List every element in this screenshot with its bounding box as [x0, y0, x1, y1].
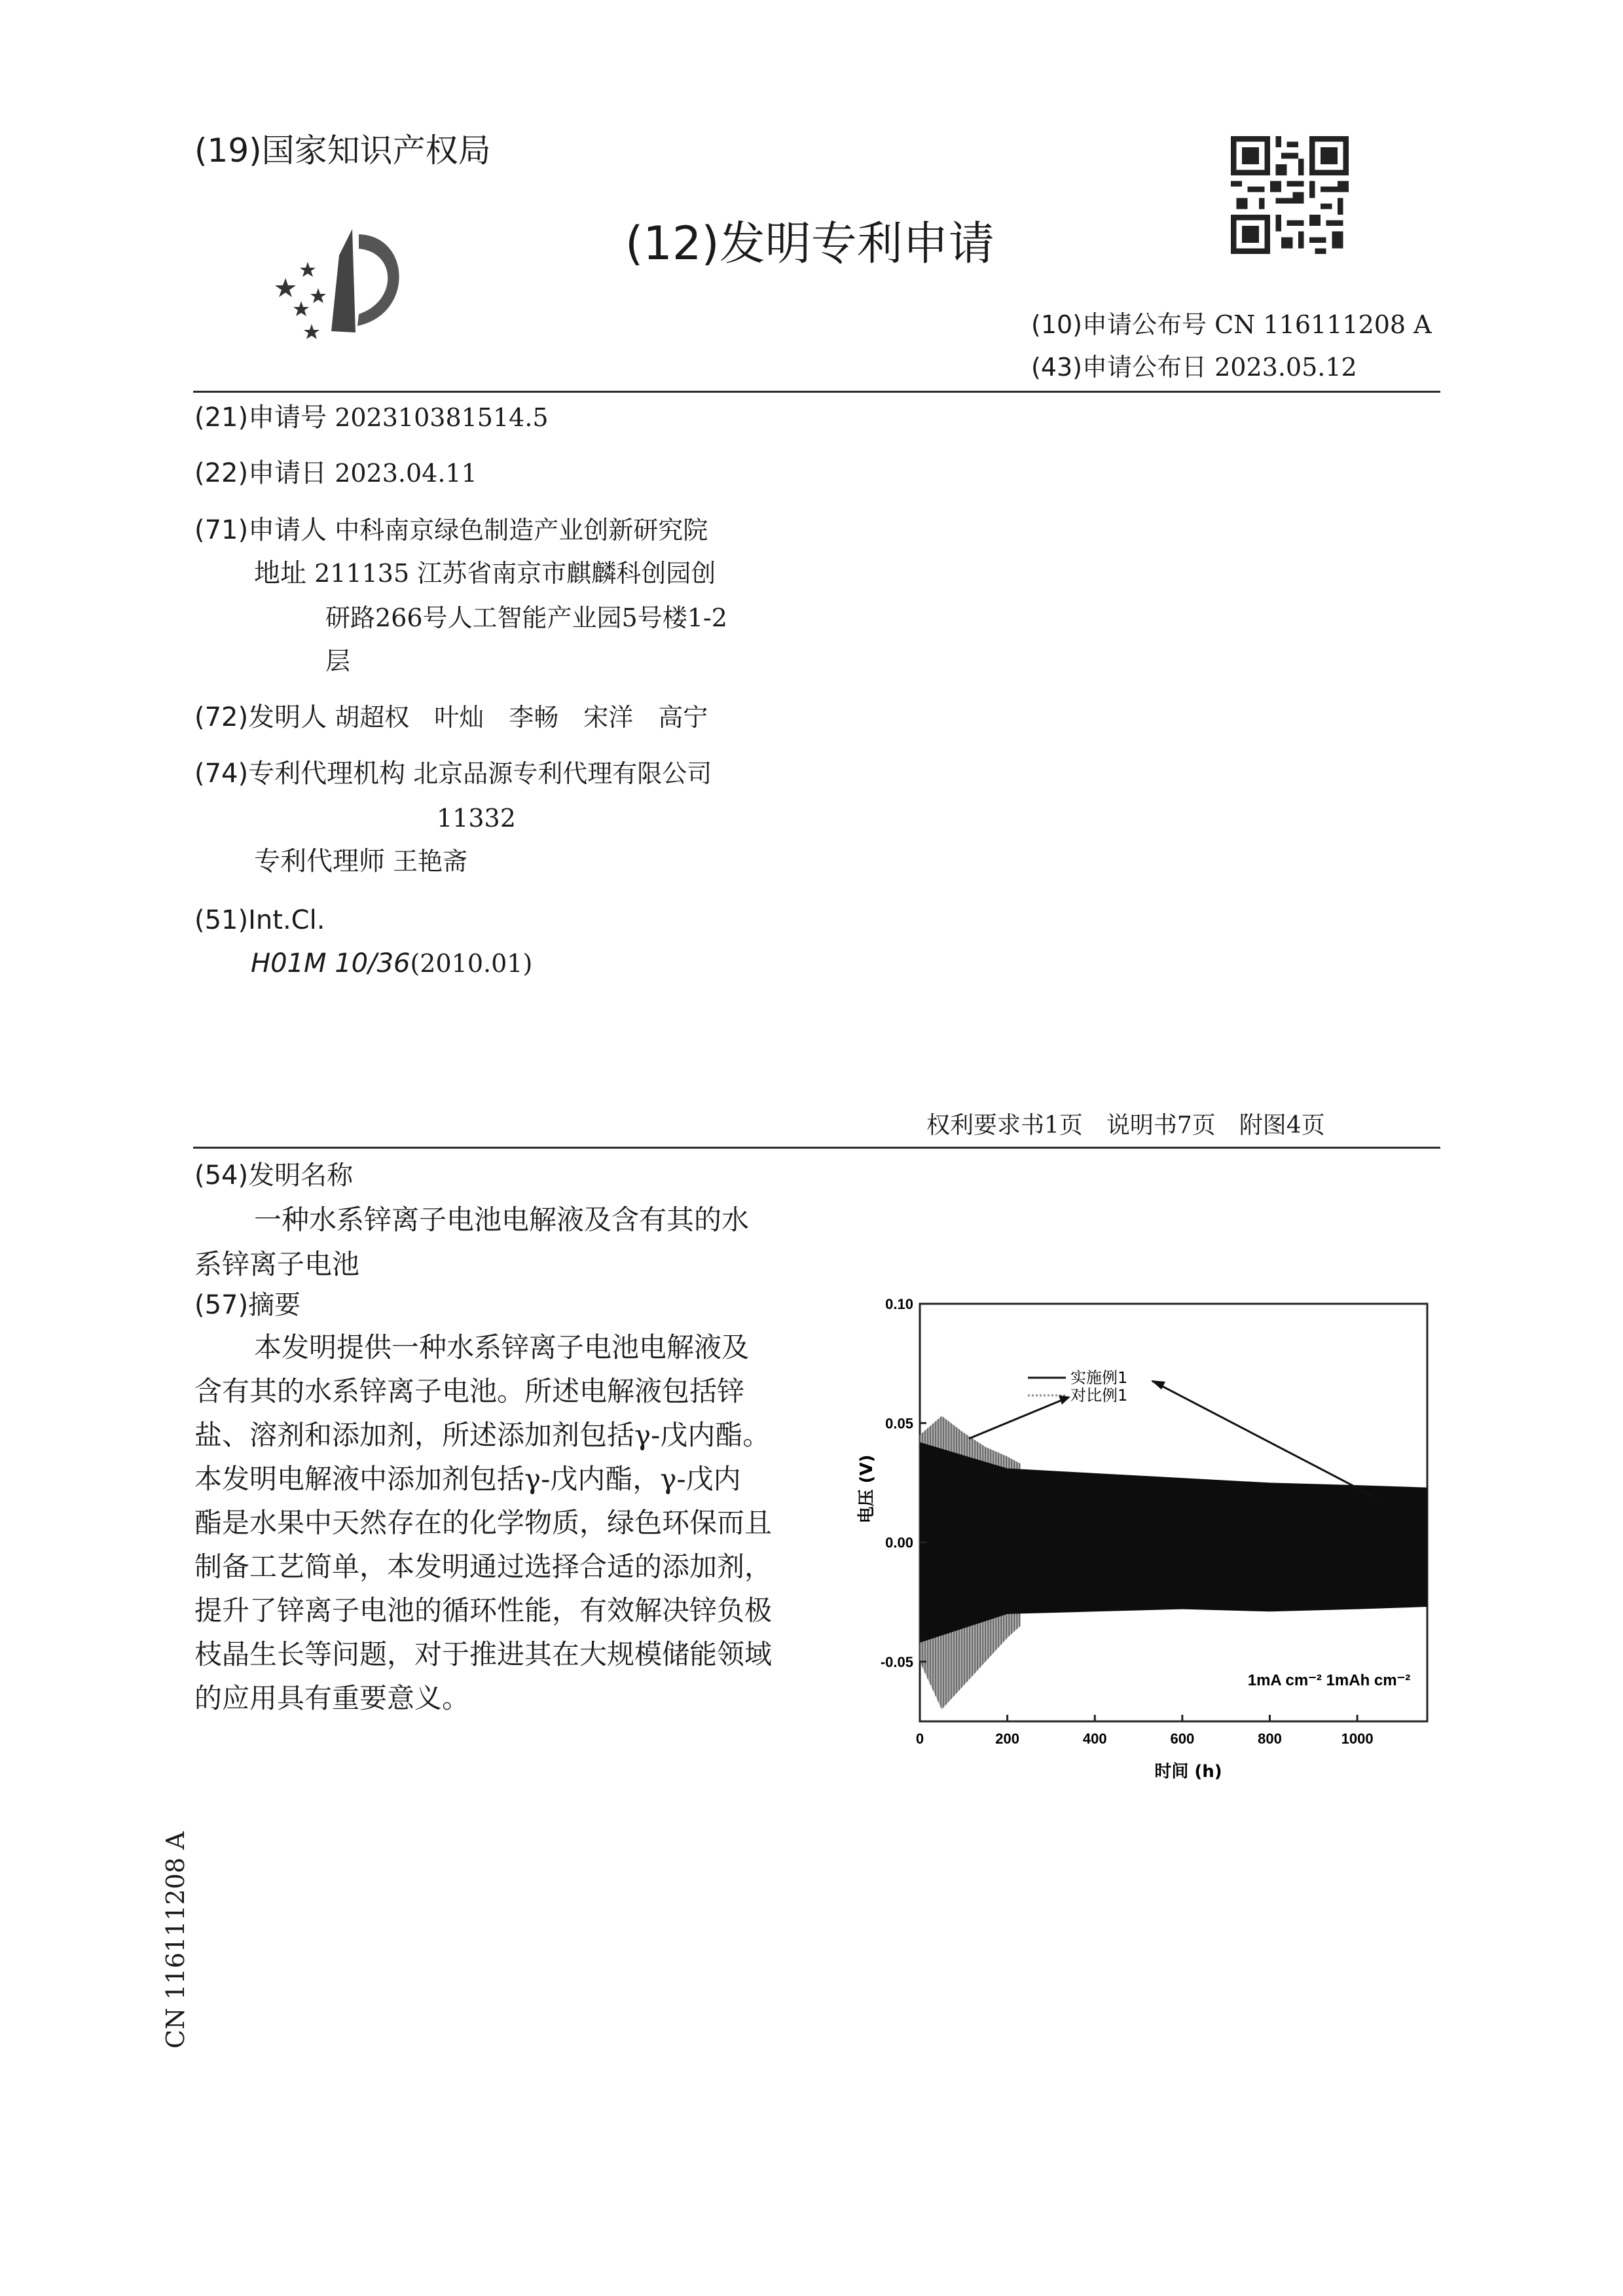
abstract-body — [194, 1325, 784, 1720]
abstract-line: 提升了锌离子电池的循环性能，有效解决锌负极 — [194, 1594, 773, 1626]
abstract-line: 枝晶生长等问题，对于推进其在大规模储能领域 — [194, 1638, 773, 1670]
y-tick-label: 0.05 — [885, 1415, 913, 1432]
abstract-line: 本发明提供一种水系锌离子电池电解液及 — [254, 1331, 750, 1363]
address-line-1: 211135 江苏省南京市麒麟科创园创 — [314, 559, 716, 588]
side-publication-number: CN 116111208 A — [161, 1831, 190, 2049]
y-axis-label: 电压 (V) — [857, 1454, 877, 1524]
abstract-line: 盐、溶剂和添加剂，所述添加剂包括γ-戊内酯。 — [194, 1419, 771, 1451]
agency-code: 11332 — [437, 804, 516, 833]
pub-number-label: (10)申请公布号 — [1031, 310, 1207, 339]
cnipa-logo — [267, 216, 424, 347]
x-tick-label: 600 — [1170, 1731, 1195, 1747]
abstract-figure — [838, 1289, 1440, 1787]
office-name: (19)国家知识产权局 — [194, 132, 491, 170]
applicant: 中科南京绿色制造产业创新研究院 — [335, 516, 708, 545]
app-date-label: (22)申请日 — [194, 458, 327, 488]
x-tick-label: 800 — [1258, 1731, 1282, 1747]
y-tick-label: 0.10 — [885, 1296, 913, 1312]
y-tick-label: 0.00 — [885, 1534, 913, 1551]
invention-title-line-1: 一种水系锌离子电池电解液及含有其的水 — [254, 1204, 750, 1236]
inventors-label: (72)发明人 — [194, 702, 327, 732]
pub-date-label: (43)申请公布日 — [1031, 353, 1207, 382]
header-divider — [193, 391, 1440, 393]
page-counts: 权利要求书1页 说明书7页 附图4页 — [926, 1112, 1325, 1139]
agent: 王艳斋 — [393, 847, 468, 876]
intcl-version: (2010.01) — [410, 949, 533, 978]
pub-date: 2023.05.12 — [1214, 353, 1357, 382]
legend-label-series-2: 对比例1 — [1070, 1386, 1128, 1405]
x-tick-label: 200 — [995, 1731, 1019, 1747]
intcl-label: (51)Int.Cl. — [194, 905, 325, 935]
condition-annotation: 1mA cm⁻² 1mAh cm⁻² — [1247, 1672, 1411, 1689]
abstract-line: 酯是水果中天然存在的化学物质，绿色环保而且 — [194, 1507, 773, 1539]
abstract-line: 含有其的水系锌离子电池。所述电解液包括锌 — [194, 1375, 745, 1407]
abstract-line: 本发明电解液中添加剂包括γ-戊内酯，γ-戊内 — [194, 1463, 741, 1495]
agency-label: (74)专利代理机构 — [194, 759, 406, 789]
applicant-label: (71)申请人 — [194, 515, 327, 545]
pub-number: CN 116111208 A — [1214, 310, 1432, 339]
x-tick-label: 0 — [915, 1731, 924, 1747]
agency: 北京品源专利代理有限公司 — [413, 759, 712, 788]
counts-divider — [193, 1147, 1440, 1149]
x-tick-label: 400 — [1082, 1731, 1107, 1747]
intcl-code: H01M 10/36 — [251, 948, 410, 978]
agent-label: 专利代理师 — [254, 846, 385, 876]
abstract-line: 制备工艺简单，本发明通过选择合适的添加剂， — [194, 1551, 773, 1583]
address-label: 地址 — [254, 558, 306, 588]
invention-title-line-2: 系锌离子电池 — [194, 1248, 360, 1280]
voltage-time-chart — [838, 1289, 1440, 1787]
title-label: (54)发明名称 — [194, 1160, 354, 1191]
app-number: 202310381514.5 — [335, 403, 549, 432]
x-axis-label: 时间 (h) — [1154, 1762, 1222, 1782]
inventors: 胡超权 叶灿 李畅 宋洋 高宁 — [335, 703, 708, 732]
legend-label-series-1: 实施例1 — [1070, 1369, 1128, 1387]
address-line-3: 层 — [325, 647, 351, 675]
qr-code-icon — [1231, 136, 1349, 254]
y-tick-label: -0.05 — [880, 1653, 913, 1670]
document-type: (12)发明专利申请 — [625, 217, 994, 270]
abstract-line: 的应用具有重要意义。 — [194, 1682, 470, 1714]
app-date: 2023.04.11 — [335, 459, 477, 488]
app-number-label: (21)申请号 — [194, 403, 327, 433]
address-line-2: 研路266号人工智能产业园5号楼1-2 — [325, 603, 727, 632]
abstract-label: (57)摘要 — [194, 1290, 301, 1320]
x-tick-label: 1000 — [1341, 1731, 1374, 1747]
